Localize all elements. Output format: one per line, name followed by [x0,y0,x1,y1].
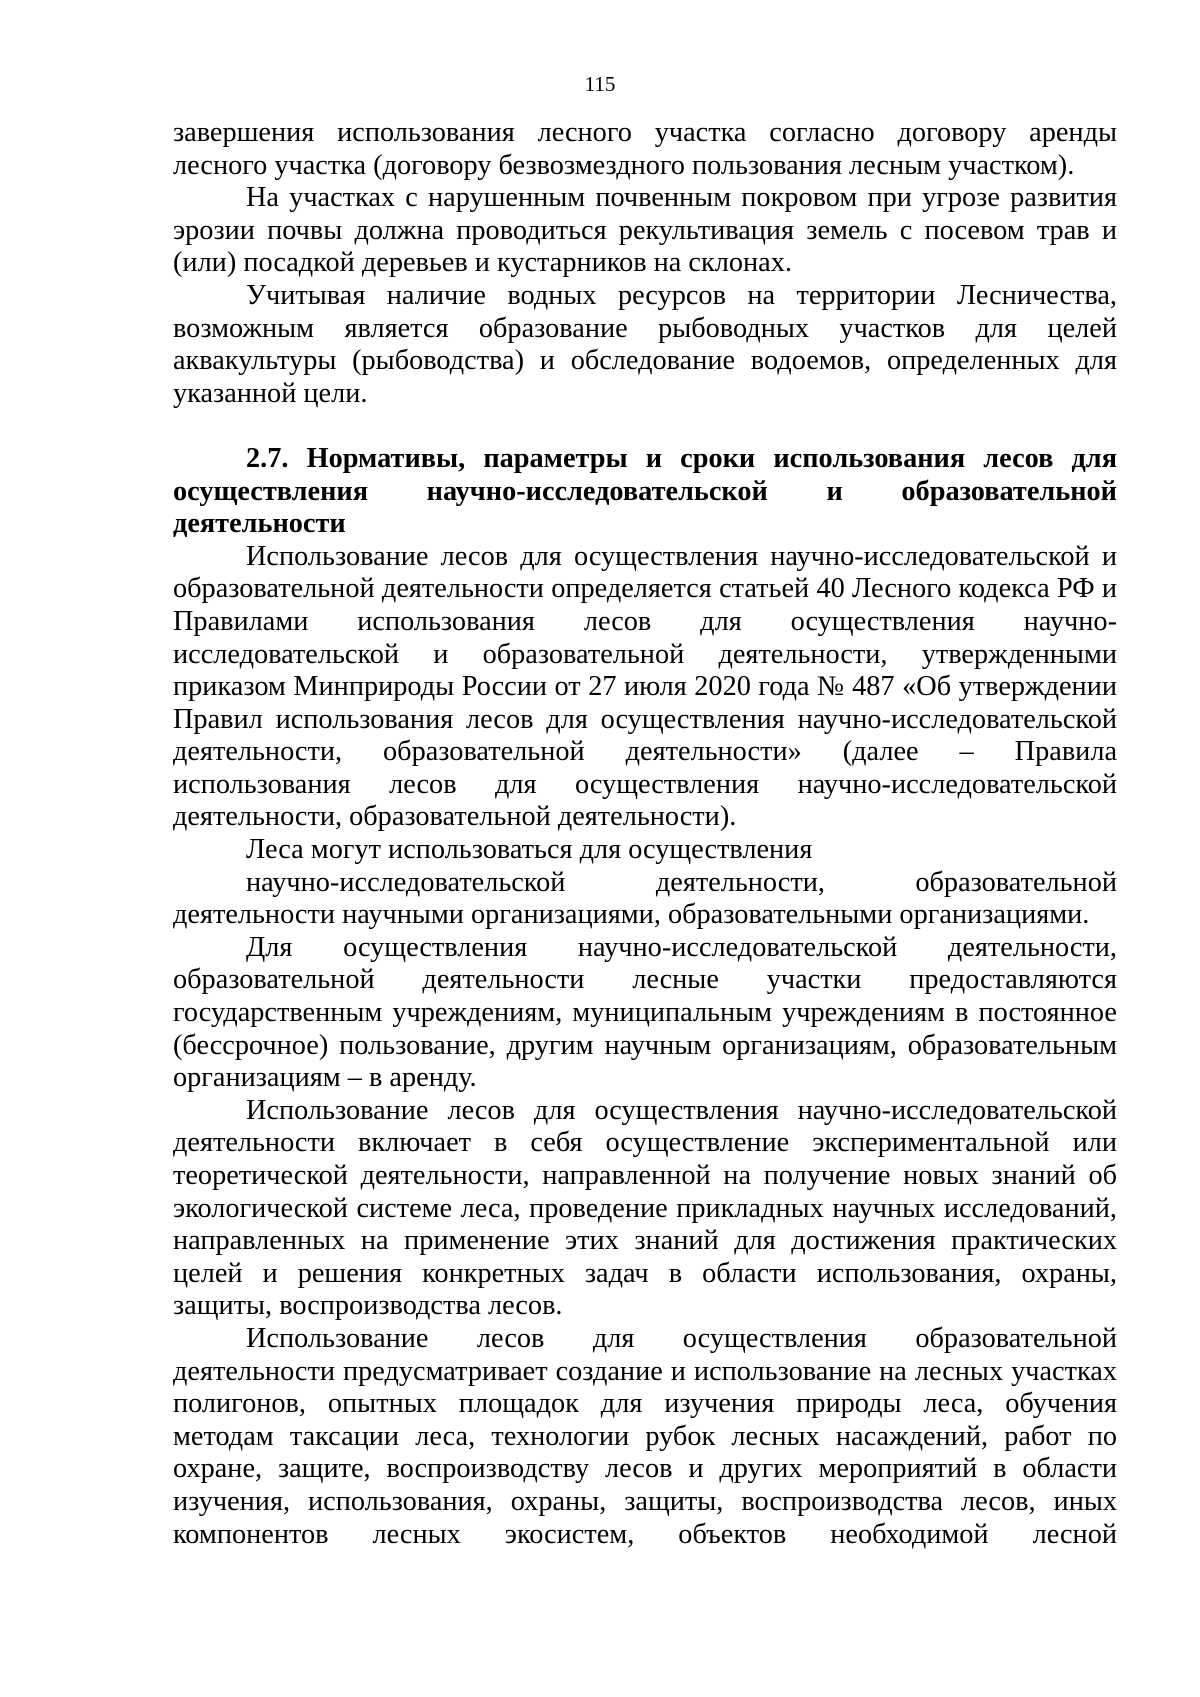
section-gap [173,410,1117,443]
section-heading: 2.7. Нормативы, параметры и сроки использования лесов для осуществления научно-исследовательской и образовательной деятельности [173,442,1117,540]
page-content [173,117,1117,1551]
paragraph-educational-activity: Использование лесов для осуществления образовательной деятельности предусматривает создание и использование на лесных участках полигонов, опытных площадок для изучения природы леса, обучения методам таксации леса, технологии рубок лесных насаждений, работ по охране, защите, воспроизводству лесов и других мероприятий в области изучения, использования, охраны, защиты, воспроизводства лесов, иных компонентов лесных экосистем, объектов необходимой лесной [173,1322,1117,1550]
paragraph-legal-basis: Использование лесов для осуществления научно-исследовательской и образовательной деятельности определяется статьей 40 Лесного кодекса РФ и Правилами использования лесов для осуществления научно-исследовательской и образовательной деятельности, утвержденными приказом Минприроды России от 27 июля 2020 года № 487 «Об утверждении Правил использования лесов для осуществления научно-исследовательской деятельности, образовательной деятельности» (далее – Правила использования лесов для осуществления научно-исследовательской деятельности, образовательной деятельности). [173,540,1117,833]
paragraph-lease-completion: завершения использования лесного участка согласно договору аренды лесного участка (договору безвозмездного пользования лесным участком). [173,117,1117,181]
paragraph-soil-recultivation: На участках с нарушенным почвенным покровом при угрозе развития эрозии почвы должна проводиться рекультивация земель с посевом трав и (или) посадкой деревьев и кустарников на склонах. [173,182,1117,279]
paragraph-forests-usage-intro: Леса могут использоваться для осуществления [246,834,813,866]
paragraph-water-resources: Учитывая наличие водных ресурсов на территории Лесничества, возможным является образование рыбоводных участков для целей аквакультуры (рыбоводства) и обследование водоемов, определенных для указанной цели. [173,279,1117,409]
paragraph-organizations: научно-исследовательской деятельности, образовательной деятельности научными организациями, образовательными организациями. [173,866,1117,931]
page-number: 115 [584,72,616,96]
paragraph-land-provision: Для осуществления научно-исследовательской деятельности, образовательной деятельности лесные участки предоставляются государственным учреждениям, муниципальным учреждениям в постоянное (бессрочное) пользование, другим научным организациям, образовательным организациям – в аренду. [173,931,1117,1094]
paragraph-research-activity: Использование лесов для осуществления научно-исследовательской деятельности включает в себя осуществление экспериментальной или теоретической деятельности, направленной на получение новых знаний об экологической системе леса, проведение прикладных научных исследований, направленных на применение этих знаний для достижения практических целей и решения конкретных задач в области использования, охраны, защиты, воспроизводства лесов. [173,1094,1117,1322]
